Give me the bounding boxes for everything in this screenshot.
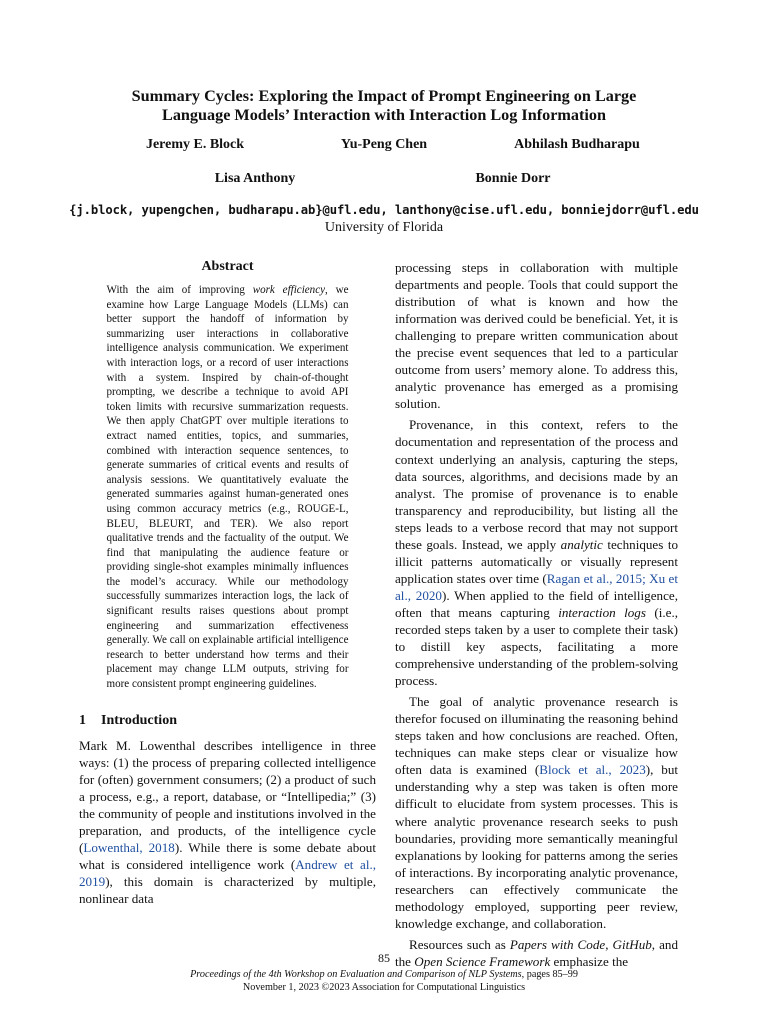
author-name: Bonnie Dorr [475,171,551,186]
left-column [79,259,376,907]
citation-link[interactable]: Lowenthal, 2018 [83,839,175,855]
citation-link[interactable]: Andrew et al., 2019 [79,856,377,889]
emphasis: analytic [560,536,603,552]
author-name: Abhilash Budharapu [514,137,640,152]
body-paragraph: Resources such as Papers with Code, GitHub, and the Open Science Framework emphasize the [395,936,678,969]
right-column [395,259,678,970]
emphasis: interaction logs [558,604,646,620]
abstract-text: With the aim of improving work efficiency, we examine how Large Language Models (LLMs) can better support the handoff of information by summarizing user interactions in collaborative intelligence analysis communication. We experiment with interaction logs, or a record of user interactions with a system. Inspired by chain-of-thought prompting, we describe a technique to avoid API token limits with recursive summarization requests. We then apply ChatGPT over multiple iterations to extract named entities, topics, and summaries, combined with interaction sequence sentences, to generate summaries of critical events and results of analysis sessions. We quantitatively evaluate the generated summaries against human-generated ones using common accuracy metrics (e.g., ROUGE-L, BLEU, BLEURT, and TER). We also report qualitative trends and the factuality of the output. We find that manipulating the audience feature or providing single-shot examples minimally influences the model’s accuracy. While our methodology successfully summarizes interaction logs, the lack of significant results raises questions about prompt engineering and summarization effectiveness generally. We call on explainable artificial intelligence research to better understand how terms and their placement may change LLM outputs, striving for more consistent prompt engineering guidelines. [106,284,349,691]
title-line-1: Summary Cycles: Exploring the Impact of Prompt Engineering on Large [131,87,637,105]
title-line-2: Language Models’ Interaction with Interaction Log Information [162,106,606,124]
footer [0,968,768,994]
author-name: Yu-Peng Chen [340,137,428,152]
author-name: Jeremy E. Block [145,137,245,152]
author-name: Lisa Anthony [214,171,296,186]
abstract-heading: Abstract [201,259,254,274]
body-paragraph: processing steps in collaboration with multiple departments and people. Tools that could support the distribution of what is known and how the information was derived could be beneficial. Yet, it is challenging to prepare written communication about the precise event sequences that led to a particular outcome from users’ memory alone. To address this, analytic provenance has emerged as a promising solution. [395,260,678,412]
intro-paragraph: Mark M. Lowenthal describes intelligence in three ways: (1) the process of preparing collected intelligence for (often) government consumers; (2) a product of such a process, e.g., a report, database, or “Intellipedia;” (3) the community of people and institutions involved in the preparation, and products, of the intelligence cycle (Lowenthal, 2018). While there is some debate about what is considered intelligence work (Andrew et al., 2019), this domain is characterized by multiple, nonlinear data [79,737,377,907]
body-paragraph: The goal of analytic provenance research is therefor focused on illuminating the reasoning behind steps taken and how conclusions are reached. Often, techniques can make steps clear or visualize how often data is examined (Block et al., 2023), but understanding why a step was taken is often more difficult to elucidate from system processes. This is where analytic provenance research seeks to push boundaries, providing more semantically meaningful explanations by looking for patterns among the series of interactions. By incorporating analytic provenance, researchers can effectively communicate the methodology employed, supporting peer review, knowledge exchange, and collaboration. [395,694,679,931]
citation-link[interactable]: Ragan et al., 2015; Xu et al., 2020 [395,570,678,603]
author-emails: {j.block, yupengchen, budharapu.ab}@ufl.edu, lanthony@cise.ufl.edu, bonniejdorr@ufl.edu [69,203,699,217]
paper-title [60,87,708,125]
affiliation: University of Florida [324,220,444,235]
emphasis: Open Science Framework [414,953,551,969]
emphasis: work efficiency [252,284,326,296]
citation-link[interactable]: Block et al., 2023 [539,762,646,778]
footer-venue-line: Proceedings of the 4th Workshop on Evaluation and Comparison of NLP Systems, pages 85–99 [190,969,578,980]
section-title: Introduction [101,712,177,728]
body-paragraph: Provenance, in this context, refers to the documentation and representation of the process and context underlying an analysis, capturing the steps, data sources, algorithms, and decisions made by an analyst. The promise of provenance is to enable transparency and reproducibility, but listing all the steps leads to a verbose record that may not support these goals. Instead, we apply analytic techniques to illicit patterns automatically or visually represent application states over time (Ragan et al., 2015; Xu et al., 2020). When applied to the field of intelligence, often that means capturing interaction logs (i.e., recorded steps taken by a user to complete their task) to distill key aspects, facilitating a more comprehensive understanding of the problem-solving process. [395,417,679,689]
section-number: 1 [79,712,86,728]
emphasis: Papers with Code [509,936,606,952]
section-heading-introduction [79,713,376,729]
emphasis: GitHub [612,936,652,952]
footer-date-line: November 1, 2023 ©2023 Association for Computational Linguistics [242,982,526,993]
page-number: 85 [378,951,390,965]
